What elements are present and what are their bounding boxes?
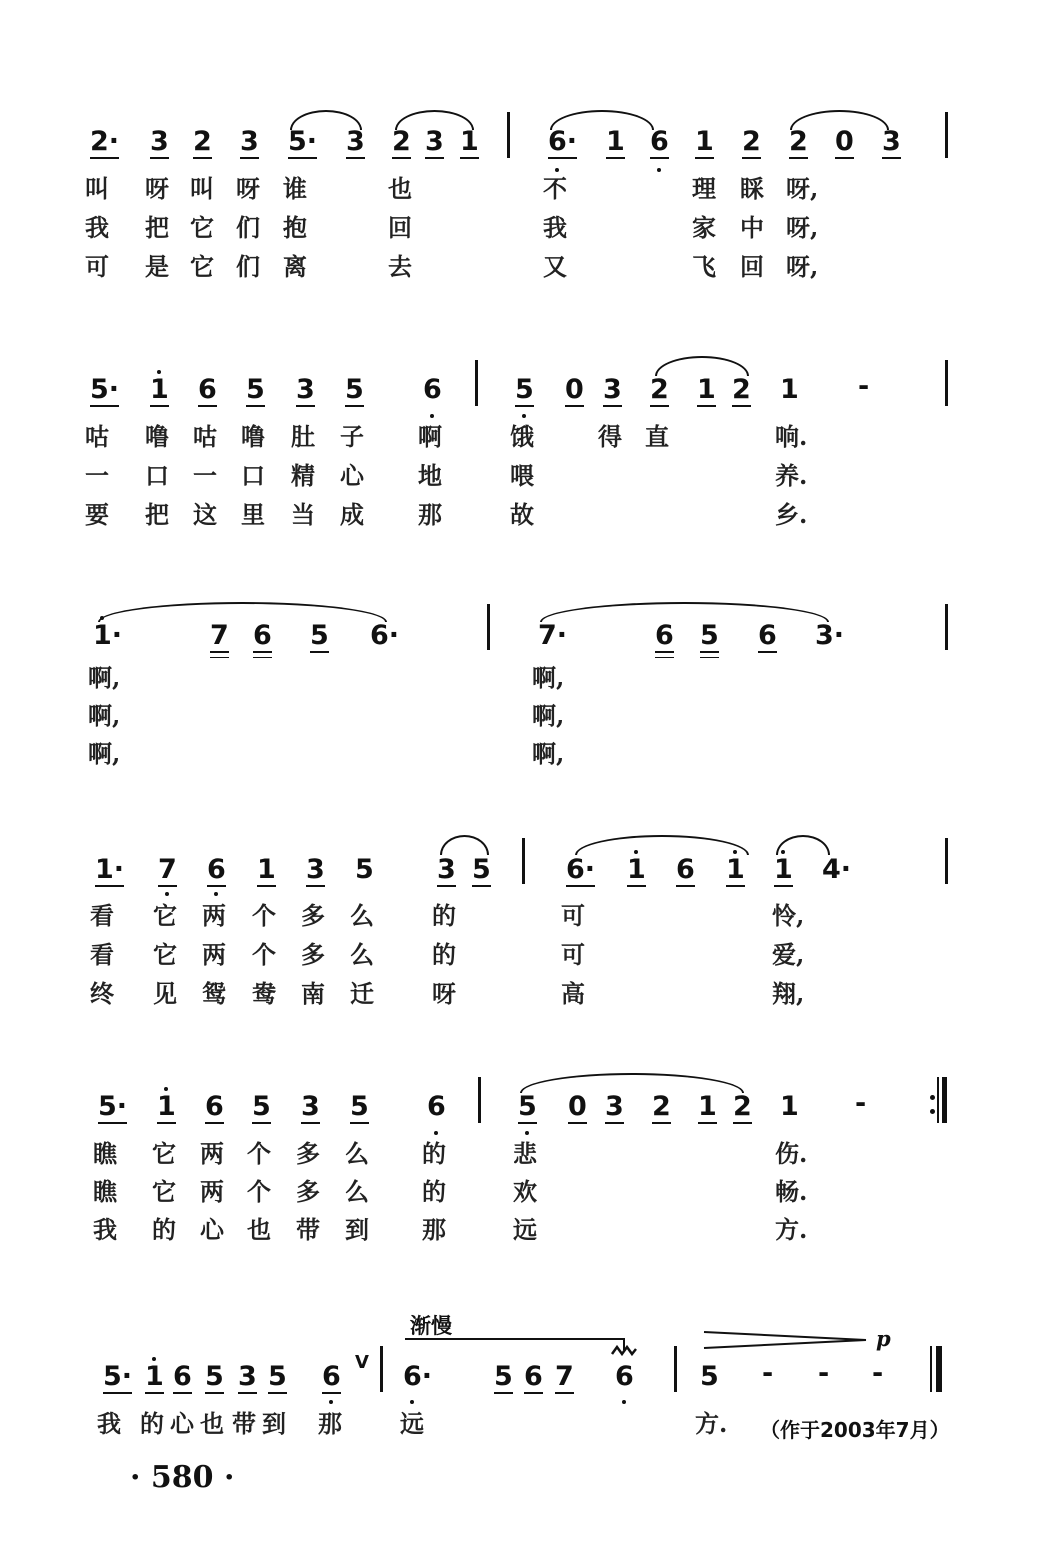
- note: 1: [698, 1091, 717, 1122]
- system-1: [0, 100, 1057, 300]
- note: 1·: [93, 620, 123, 651]
- note: 4·: [822, 854, 852, 885]
- lyric: 那: [418, 500, 442, 529]
- lyric: 啊,: [532, 701, 565, 730]
- note: 2: [392, 126, 411, 157]
- lyric: 睬: [740, 174, 764, 203]
- lyric: 的: [422, 1177, 446, 1206]
- lyric: 带: [296, 1215, 320, 1244]
- tempo-extension-line: [405, 1338, 625, 1340]
- lyric: 它: [152, 1139, 176, 1168]
- lyric: 鸳: [202, 979, 226, 1008]
- lyric: 把: [145, 500, 169, 529]
- lyric: 也: [247, 1215, 271, 1244]
- lyric: 要: [85, 500, 109, 529]
- note: 5: [246, 374, 265, 405]
- system-4: [0, 830, 1057, 1020]
- lyric: 回: [740, 252, 764, 281]
- lyric: 得: [598, 422, 622, 451]
- low-dot: [165, 892, 169, 896]
- note: 5·: [288, 126, 318, 157]
- lyric: 远: [400, 1409, 424, 1438]
- lyric: 瞧: [93, 1139, 117, 1168]
- lyric: 畅.: [775, 1177, 808, 1206]
- note: 1: [150, 374, 169, 405]
- lyric: 远: [513, 1215, 537, 1244]
- lyric: 口: [145, 461, 169, 490]
- slur: [540, 602, 829, 622]
- note: 1: [780, 1091, 799, 1122]
- barline: [945, 604, 948, 650]
- note: 5: [355, 854, 374, 885]
- barline: [507, 112, 510, 158]
- lyric: 也: [200, 1409, 224, 1438]
- note: 7·: [538, 620, 568, 651]
- lyric: 肚: [291, 422, 315, 451]
- note: -: [858, 371, 870, 402]
- note: 5: [472, 854, 491, 885]
- breath-mark: V: [355, 1352, 369, 1373]
- note: 1: [145, 1361, 164, 1392]
- dynamic-marking: p: [876, 1326, 891, 1351]
- lyric: 个: [252, 901, 276, 930]
- note: 1: [697, 374, 716, 405]
- note: 3: [150, 126, 169, 157]
- lyric: 它: [190, 252, 214, 281]
- lyric: 鸯: [252, 979, 276, 1008]
- note: 3: [882, 126, 901, 157]
- lyric: 不: [543, 174, 567, 203]
- note: 5: [310, 620, 329, 651]
- lyric: 噜: [241, 422, 265, 451]
- slur: [520, 1073, 744, 1093]
- note: 6: [427, 1091, 446, 1122]
- note: -: [855, 1088, 867, 1119]
- lyric: 么: [350, 940, 374, 969]
- barline: [475, 360, 478, 406]
- note: 6·: [403, 1361, 433, 1392]
- note: 3: [425, 126, 444, 157]
- lyric: 方.: [695, 1409, 728, 1438]
- lyric: 可: [561, 901, 585, 930]
- note: 6: [423, 374, 442, 405]
- lyric: 两: [202, 901, 226, 930]
- note: 6: [205, 1091, 224, 1122]
- lyric: 把: [145, 213, 169, 242]
- lyric: 喂: [510, 461, 534, 490]
- note: -: [872, 1358, 884, 1389]
- note: 3: [306, 854, 325, 885]
- lyric: 个: [247, 1139, 271, 1168]
- lyric: 一: [193, 461, 217, 490]
- lyric: 两: [200, 1139, 224, 1168]
- note: 3: [346, 126, 365, 157]
- note: 6: [524, 1361, 543, 1392]
- lyric: 啊,: [532, 663, 565, 692]
- note: 2: [732, 374, 751, 405]
- lyric: 叫: [85, 174, 109, 203]
- low-dot: [434, 1131, 438, 1135]
- note: 2·: [90, 126, 120, 157]
- lyric: 迁: [350, 979, 374, 1008]
- lyric: 我: [543, 213, 567, 242]
- note: 1: [774, 854, 793, 885]
- lyric: 到: [345, 1215, 369, 1244]
- note: 1: [627, 854, 646, 885]
- lyric: 中: [740, 213, 764, 242]
- lyric: 直: [645, 422, 669, 451]
- note: 1: [257, 854, 276, 885]
- barline: [380, 1346, 383, 1392]
- system-6: [0, 1300, 1057, 1450]
- lyric: 离: [283, 252, 307, 281]
- lyric: 里: [241, 500, 265, 529]
- lyric: 叫: [190, 174, 214, 203]
- lyric: 多: [301, 940, 325, 969]
- note: -: [818, 1358, 830, 1389]
- note: 3: [296, 374, 315, 405]
- lyric: 饿: [510, 422, 534, 451]
- barline: [937, 1077, 939, 1123]
- lyric: 多: [296, 1177, 320, 1206]
- page-number: · 580 ·: [130, 1460, 235, 1495]
- note: 1: [606, 126, 625, 157]
- note: 5: [518, 1091, 537, 1122]
- trill-mark: [610, 1344, 638, 1358]
- lyric: 悲: [513, 1139, 537, 1168]
- lyric: 又: [543, 252, 567, 281]
- note: 2: [742, 126, 761, 157]
- note: 6: [758, 620, 777, 651]
- lyric: 多: [296, 1139, 320, 1168]
- final-barline: [942, 1077, 947, 1123]
- note: 3: [238, 1361, 257, 1392]
- lyric: 精: [291, 461, 315, 490]
- note: 6: [253, 620, 272, 651]
- barline: [945, 112, 948, 158]
- lyric: 它: [152, 1177, 176, 1206]
- note: 7: [555, 1361, 574, 1392]
- note: 1: [695, 126, 714, 157]
- lyric: 它: [153, 940, 177, 969]
- low-dot: [657, 168, 661, 172]
- barline: [945, 838, 948, 884]
- note: 2: [733, 1091, 752, 1122]
- lyric: 翔,: [772, 979, 805, 1008]
- tempo-marking: 渐慢: [410, 1314, 452, 1338]
- lyric: 响.: [775, 422, 808, 451]
- lyric: 啊: [418, 422, 442, 451]
- lyric: 终: [90, 979, 114, 1008]
- note: 5: [345, 374, 364, 405]
- note: 5·: [103, 1361, 133, 1392]
- note: 1: [460, 126, 479, 157]
- lyric: 家: [692, 213, 716, 242]
- lyric: 的: [140, 1409, 164, 1438]
- lyric: 看: [90, 901, 114, 930]
- note: 6: [198, 374, 217, 405]
- note: 7: [210, 620, 229, 651]
- lyric: 们: [236, 252, 260, 281]
- lyric: 我: [93, 1215, 117, 1244]
- lyric: 心: [340, 461, 364, 490]
- lyric: 到: [262, 1409, 286, 1438]
- note: 2: [650, 374, 669, 405]
- lyric: 口: [241, 461, 265, 490]
- low-dot: [329, 1400, 333, 1404]
- repeat-dot: [930, 1109, 935, 1114]
- lyric: 呀,: [786, 252, 819, 281]
- note: 5: [350, 1091, 369, 1122]
- lyric: 看: [90, 940, 114, 969]
- lyric: 噜: [145, 422, 169, 451]
- decrescendo-hairpin: [700, 1326, 870, 1356]
- lyric: 瞧: [93, 1177, 117, 1206]
- note: 5·: [98, 1091, 128, 1122]
- system-5: [0, 1065, 1057, 1255]
- lyric: 爱,: [772, 940, 805, 969]
- lyric: 可: [85, 252, 109, 281]
- slur: [440, 835, 489, 855]
- lyric: 子: [340, 422, 364, 451]
- note: 5: [252, 1091, 271, 1122]
- lyric: 呀: [432, 979, 456, 1008]
- lyric: 抱: [283, 213, 307, 242]
- lyric: 它: [190, 213, 214, 242]
- low-dot: [522, 414, 526, 418]
- barline: [487, 604, 490, 650]
- note: 5: [700, 620, 719, 651]
- lyric: 么: [350, 901, 374, 930]
- lyric: 回: [388, 213, 412, 242]
- composition-date-note: （作于2003年7月）: [760, 1418, 950, 1442]
- note: 1: [780, 374, 799, 405]
- note: 3: [605, 1091, 624, 1122]
- barline: [674, 1346, 677, 1392]
- lyric: 咕: [85, 422, 109, 451]
- lyric: 南: [301, 979, 325, 1008]
- lyric: 那: [422, 1215, 446, 1244]
- note: 6·: [370, 620, 400, 651]
- lyric: 啊,: [88, 739, 121, 768]
- lyric: 去: [388, 252, 412, 281]
- lyric: 养.: [775, 461, 808, 490]
- lyric: 谁: [283, 174, 307, 203]
- note: 0: [835, 126, 854, 157]
- note: -: [762, 1358, 774, 1389]
- lyric: 啊,: [88, 701, 121, 730]
- note: 1·: [95, 854, 125, 885]
- lyric: 欢: [513, 1177, 537, 1206]
- note: 6: [676, 854, 695, 885]
- note: 5: [205, 1361, 224, 1392]
- lyric: 带: [232, 1409, 256, 1438]
- barline: [478, 1077, 481, 1123]
- lyric: 见: [153, 979, 177, 1008]
- lyric: 成: [340, 500, 364, 529]
- lyric: 是: [145, 252, 169, 281]
- lyric: 故: [510, 500, 534, 529]
- lyric: 地: [418, 461, 442, 490]
- note: 3: [603, 374, 622, 405]
- lyric: 这: [193, 500, 217, 529]
- repeat-dot: [930, 1095, 935, 1100]
- lyric: 心: [170, 1409, 194, 1438]
- lyric: 乡.: [775, 500, 808, 529]
- note: 5: [700, 1361, 719, 1392]
- lyric: 可: [561, 940, 585, 969]
- lyric: 我: [97, 1409, 121, 1438]
- lyric: 们: [236, 213, 260, 242]
- lyric: 啊,: [532, 739, 565, 768]
- note: 2: [652, 1091, 671, 1122]
- lyric: 当: [291, 500, 315, 529]
- low-dot: [622, 1400, 626, 1404]
- lyric: 它: [153, 901, 177, 930]
- lyric: 的: [422, 1139, 446, 1168]
- slur: [655, 356, 749, 376]
- low-dot: [525, 1131, 529, 1135]
- lyric: 呀: [236, 174, 260, 203]
- lyric: 呀: [145, 174, 169, 203]
- lyric: 也: [388, 174, 412, 203]
- note: 3: [301, 1091, 320, 1122]
- system-3: [0, 596, 1057, 776]
- note: 6: [615, 1361, 634, 1392]
- lyric: 飞: [692, 252, 716, 281]
- lyric: 么: [345, 1139, 369, 1168]
- note: 3·: [815, 620, 845, 651]
- lyric: 呀,: [786, 174, 819, 203]
- note: 1: [157, 1091, 176, 1122]
- low-dot: [410, 1400, 414, 1404]
- lyric: 咕: [193, 422, 217, 451]
- note: 6: [655, 620, 674, 651]
- final-barline: [936, 1346, 942, 1392]
- note: 5: [268, 1361, 287, 1392]
- note: 6: [207, 854, 226, 885]
- lyric: 一: [85, 461, 109, 490]
- note: 7: [158, 854, 177, 885]
- lyric: 个: [252, 940, 276, 969]
- lyric: 呀,: [786, 213, 819, 242]
- note: 5: [494, 1361, 513, 1392]
- lyric: 么: [345, 1177, 369, 1206]
- barline: [945, 360, 948, 406]
- slur: [575, 835, 749, 855]
- lyric: 的: [432, 940, 456, 969]
- note: 6: [650, 126, 669, 157]
- lyric: 两: [202, 940, 226, 969]
- lyric: 那: [318, 1409, 342, 1438]
- lyric: 心: [200, 1215, 224, 1244]
- low-dot: [430, 414, 434, 418]
- lyric: 我: [85, 213, 109, 242]
- lyric: 的: [432, 901, 456, 930]
- lyric: 个: [247, 1177, 271, 1206]
- note: 3: [437, 854, 456, 885]
- slur: [98, 602, 387, 622]
- lyric: 多: [301, 901, 325, 930]
- lyric: 怜,: [772, 901, 805, 930]
- lyric: 高: [561, 979, 585, 1008]
- lyric: 伤.: [775, 1139, 808, 1168]
- note: 2: [789, 126, 808, 157]
- barline: [522, 838, 525, 884]
- note: 5: [515, 374, 534, 405]
- note: 0: [565, 374, 584, 405]
- note: 0: [568, 1091, 587, 1122]
- barline: [930, 1346, 932, 1392]
- note: 2: [193, 126, 212, 157]
- low-dot: [555, 168, 559, 172]
- lyric: 理: [692, 174, 716, 203]
- note: 1: [726, 854, 745, 885]
- lyric: 两: [200, 1177, 224, 1206]
- note: 6·: [566, 854, 596, 885]
- system-2: [0, 348, 1057, 548]
- lyric: 啊,: [88, 663, 121, 692]
- note: 5·: [90, 374, 120, 405]
- lyric: 方.: [775, 1215, 808, 1244]
- note: 6·: [548, 126, 578, 157]
- lyric: 的: [152, 1215, 176, 1244]
- note: 6: [322, 1361, 341, 1392]
- low-dot: [214, 892, 218, 896]
- note: 3: [240, 126, 259, 157]
- note: 6: [173, 1361, 192, 1392]
